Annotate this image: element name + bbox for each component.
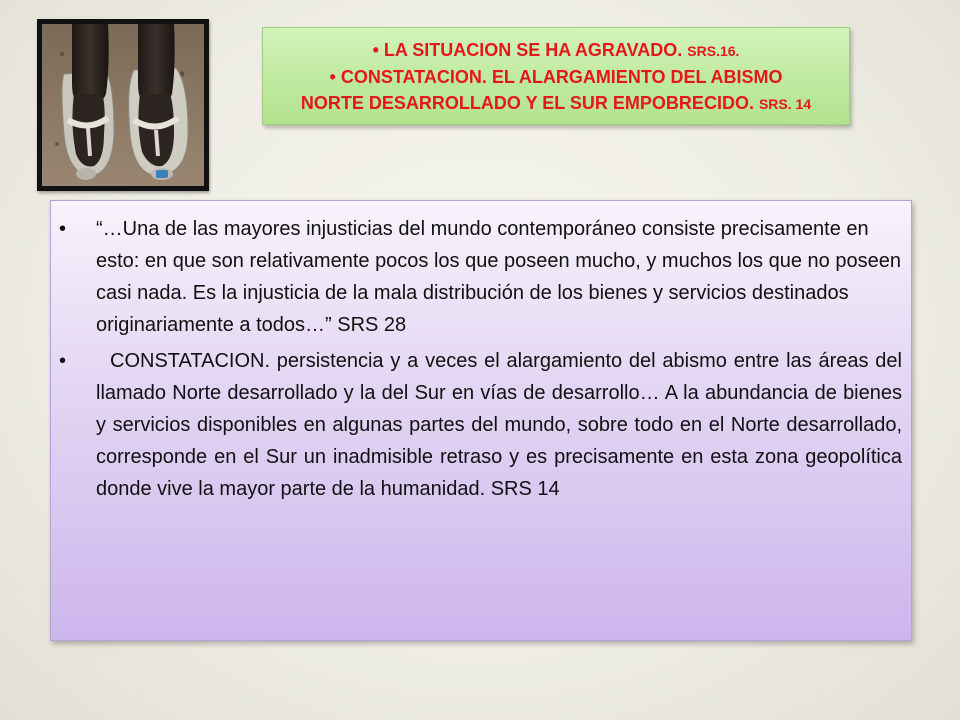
bullet-glyph: • — [59, 350, 67, 372]
quote-item — [51, 213, 911, 341]
title-line-1-text: LA SITUACION SE HA AGRAVADO. — [383, 40, 683, 60]
title-line-1 — [263, 37, 849, 64]
quote-text: “…Una de las mayores injusticias del mundo contemporáneo consiste precisamente en esto: en que son relativamente pocos los que poseen mucho, y muchos los que no poseen casi nada. Es la injusticia de la mala distribución de los bienes y servicios destinados originariamente a todos…” SRS 28 — [96, 218, 901, 336]
title-line-3-ref: SRS. 14 — [758, 96, 812, 112]
bullet-glyph: • — [59, 218, 67, 240]
title-bullet: • — [329, 67, 336, 87]
title-bullet: • — [372, 40, 379, 60]
title-box — [262, 27, 850, 125]
feet-in-sandals-image — [42, 24, 204, 186]
constatacion-text: CONSTATACION. persistencia y a veces el alargamiento del abismo entre las áreas del llamado Norte desarrollado y la del Sur en vías de desarrollo… A la abundancia de bienes y servicios disponibles en algunas partes del mundo, sobre todo en el Norte desarrollado, corresponde en el Sur un inadmisible retraso y es precisamente en esta zona geopolítica donde vive la mayor parte de la humanidad. SRS 14 — [96, 350, 902, 500]
content-box — [50, 200, 912, 641]
title-line-2 — [263, 64, 849, 90]
sandals-photo — [37, 19, 209, 191]
constatacion-item — [51, 345, 911, 505]
title-line-2-text: CONSTATACION. EL ALARGAMIENTO DEL ABISMO — [340, 67, 783, 87]
title-line-3-text: NORTE DESARROLLADO Y EL SUR EMPOBRECIDO. — [300, 93, 754, 113]
title-line-1-ref: SRS.16. — [687, 43, 740, 59]
title-line-3 — [263, 90, 849, 117]
